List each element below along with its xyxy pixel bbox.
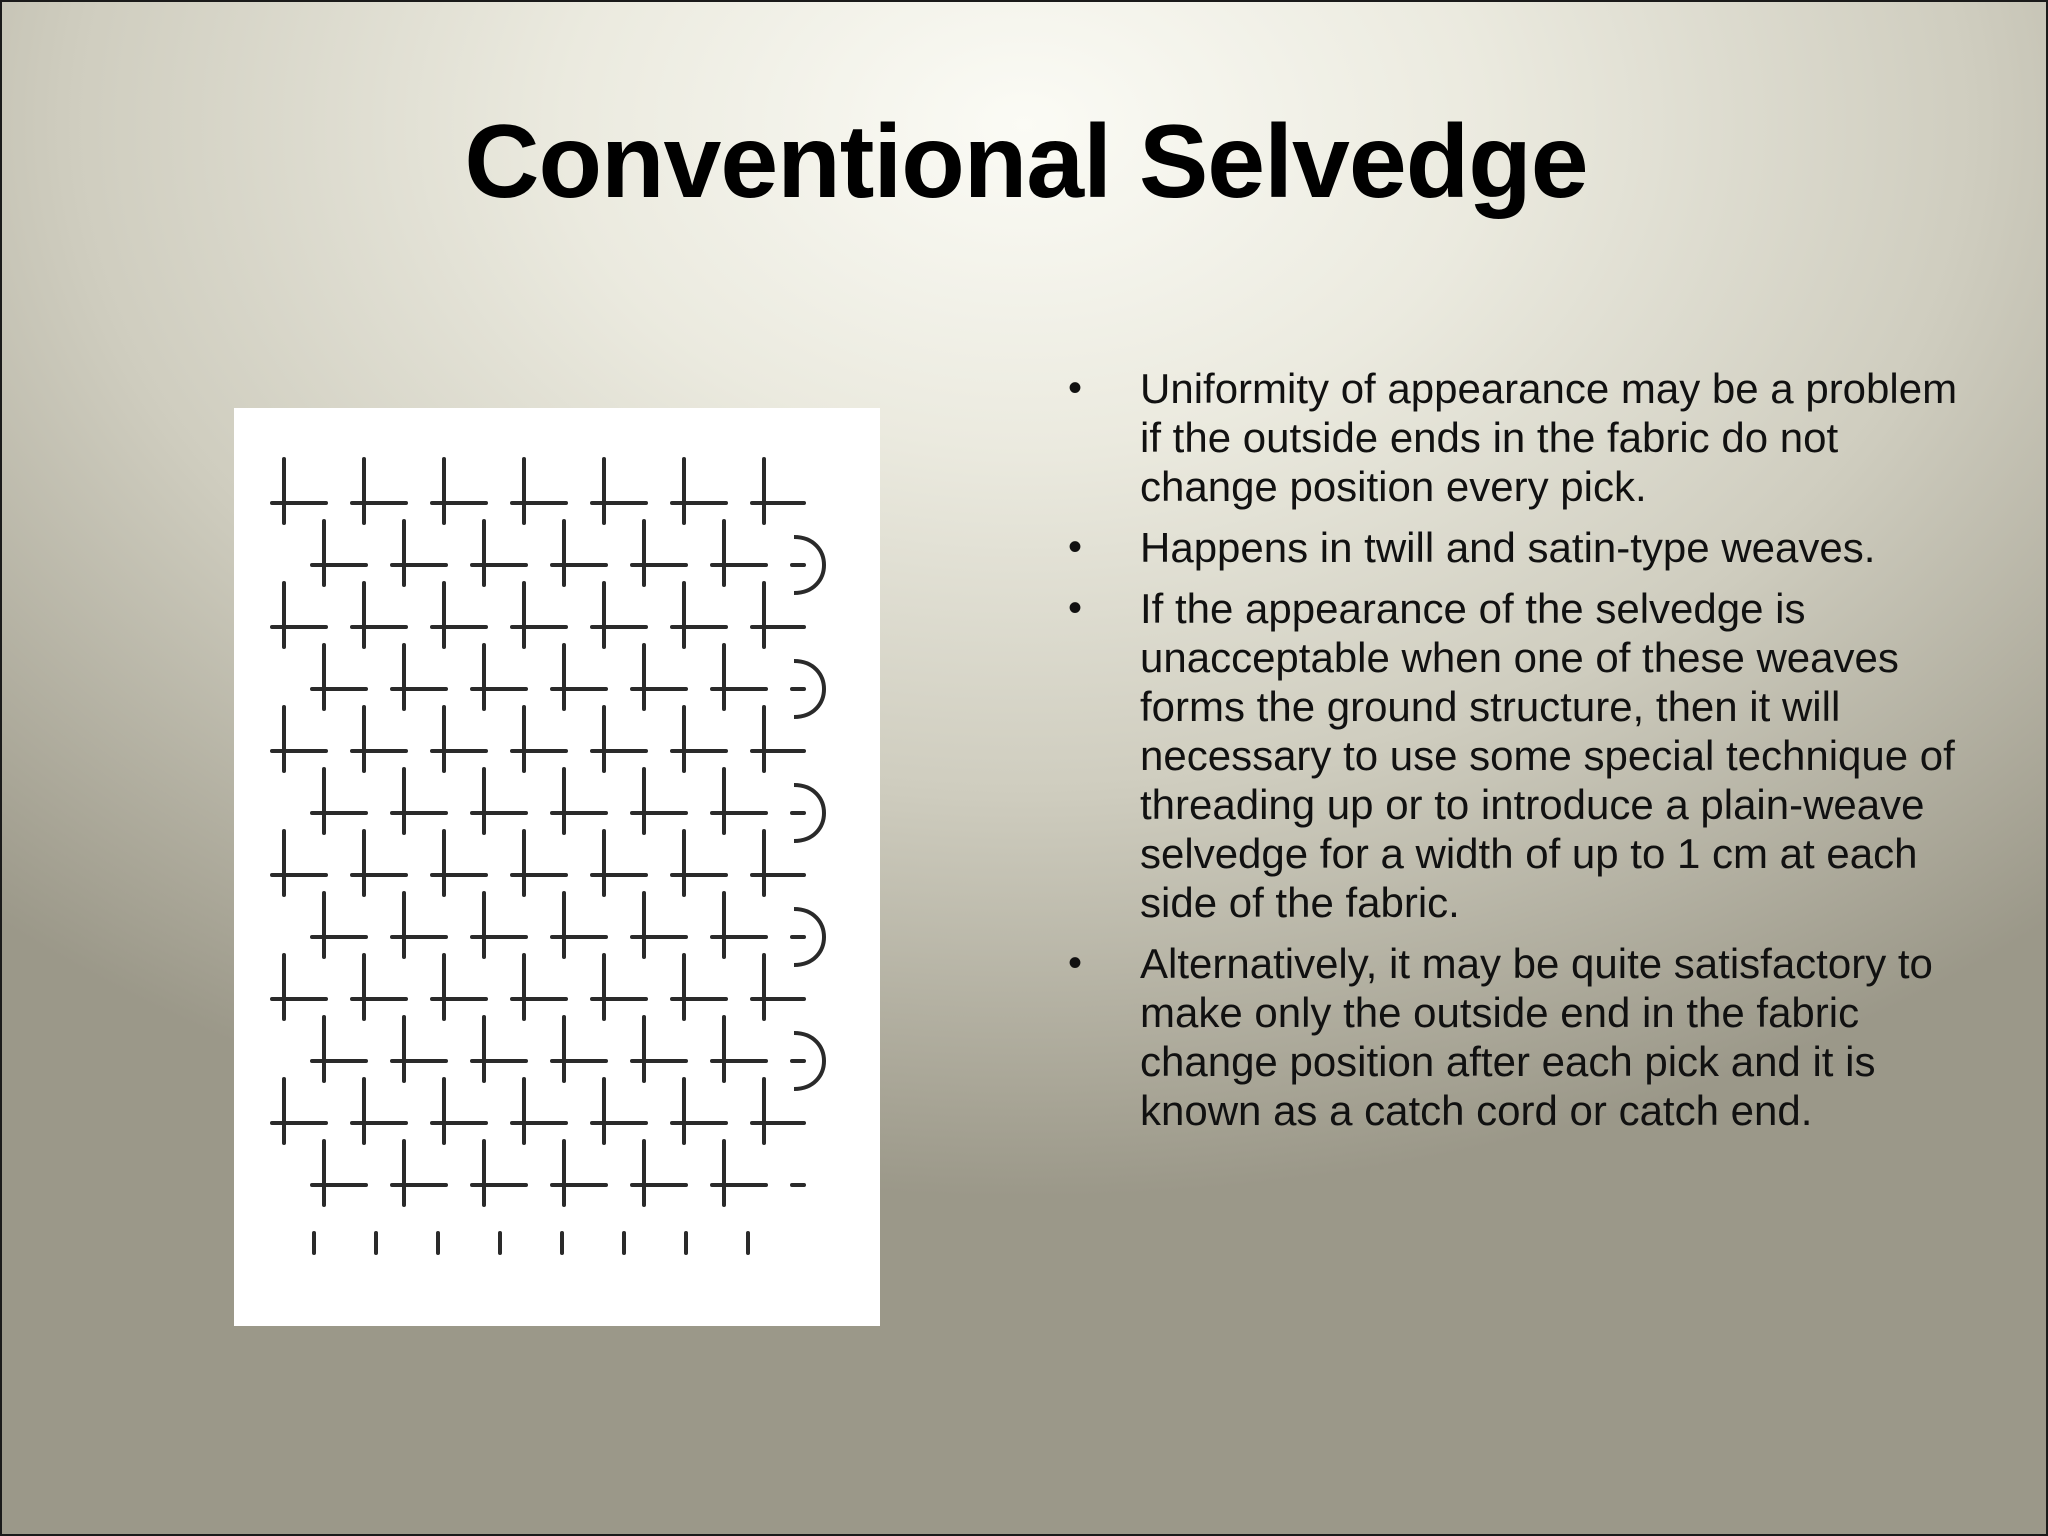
bullet-item — [1052, 364, 1972, 511]
bullet-text: If the appearance of the selvedge is unacceptable when one of these weaves forms the ground structure, then it will necessary to use some special technique of threading up or to introduce a plain-weave selvedge for a width of up to 1 cm at each side of the fabric. — [1140, 585, 1955, 926]
bullet-list — [1052, 364, 1972, 1147]
slide-title: Conventional Selvedge — [464, 104, 1588, 220]
bullet-item — [1052, 939, 1972, 1135]
weave-diagram-image — [234, 408, 880, 1326]
weave-diagram-icon — [234, 408, 880, 1326]
bullet-marker-icon: • — [1068, 586, 1083, 630]
bullet-item — [1052, 523, 1972, 572]
bullet-marker-icon: • — [1068, 525, 1083, 569]
bullet-marker-icon: • — [1068, 366, 1083, 410]
bullet-marker-icon: • — [1068, 941, 1083, 985]
bullet-text: Happens in twill and satin-type weaves. — [1140, 524, 1876, 571]
bullet-text: Alternatively, it may be quite satisfactory to make only the outside end in the fabric change position after each pick and it is known as a catch cord or catch end. — [1140, 940, 1933, 1134]
bullet-item — [1052, 584, 1972, 927]
bullet-text: Uniformity of appearance may be a problem if the outside ends in the fabric do not change position every pick. — [1140, 365, 1958, 510]
